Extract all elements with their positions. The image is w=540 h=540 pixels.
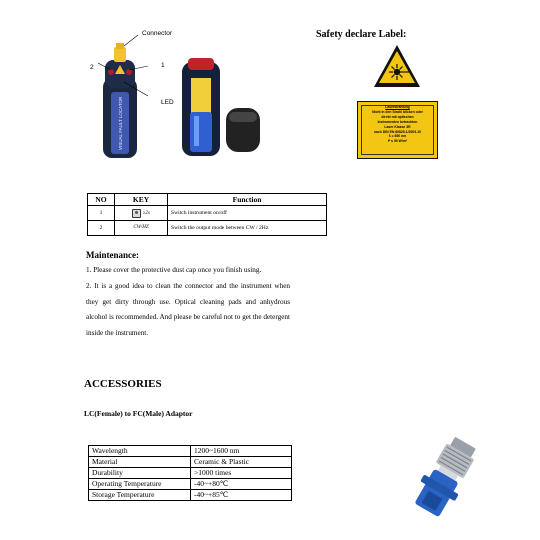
vfl-battery-compartment — [182, 58, 220, 156]
maintenance-title: Maintenance: — [86, 250, 139, 260]
table-row — [89, 490, 292, 501]
safety-title: Safety declare Label: — [316, 29, 407, 40]
callout-1: 1 — [161, 62, 165, 69]
label-line: Nicht in den Strahl blicken oder — [372, 109, 423, 114]
laser-warning-triangle-icon — [372, 43, 422, 89]
row-key: ≥2s — [142, 210, 150, 216]
table-row — [88, 206, 327, 221]
keys-table — [87, 193, 327, 236]
label-line: Laserstrahlung — [385, 105, 410, 109]
label-line: direkt mit optischen — [381, 114, 414, 119]
table-row — [89, 468, 292, 479]
label-line: Laser Klasse 3R — [384, 124, 411, 129]
spec-name: Operating Temperature — [89, 479, 191, 490]
label-line: Instrumenten betrachten — [377, 119, 418, 124]
adaptor-subtitle: LC(Female) to FC(Male) Adaptor — [84, 409, 193, 418]
row-function: Switch the output mode between CW / 2Hz — [168, 221, 327, 236]
adaptor-spec-table — [88, 445, 292, 501]
spec-name: Storage Temperature — [89, 490, 191, 501]
laser-class-label — [357, 101, 438, 159]
col-header-no: NO — [88, 194, 115, 206]
table-row — [89, 479, 292, 490]
vfl-main-body — [103, 43, 137, 158]
spec-value: -40~+80℃ — [191, 479, 292, 490]
spec-value: Ceramic & Plastic — [191, 457, 292, 468]
table-row — [89, 446, 292, 457]
device-body-label: VISUAL FAULT LOCATOR — [118, 96, 123, 150]
vfl-dust-cap — [226, 108, 260, 152]
connector-tip — [114, 47, 126, 62]
lc-fc-adaptor-illustration — [408, 435, 480, 525]
table-header-row — [88, 194, 327, 206]
spec-name: Material — [89, 457, 191, 468]
row-no: 1 — [88, 206, 115, 221]
maintenance-item-2: 2. It is a good idea to clean the connector and the instrument when they get dirty through use. Optical cleaning pads and anhydrous alcohol is recommended. And please be careful not to get the detergent inside the instrument. — [86, 282, 290, 337]
maintenance-item-1: 1. Please cover the protective dust cap once you finish using. — [86, 266, 262, 274]
table-row — [88, 221, 327, 236]
spec-name: Durability — [89, 468, 191, 479]
row-key: CW/HZ — [133, 225, 149, 231]
col-header-function: Function — [168, 194, 327, 206]
power-button-icon — [132, 209, 141, 218]
spec-name: Wavelength — [89, 446, 191, 457]
col-header-key: KEY — [115, 194, 168, 206]
label-line: nach DIN EN 60825-1/2003-10 — [373, 129, 422, 134]
spec-value: -40~+85℃ — [191, 490, 292, 501]
row-function: Switch instrument on/off — [168, 206, 327, 221]
connector-callout: Connector — [142, 30, 172, 37]
table-row — [89, 457, 292, 468]
led-callout: LED — [161, 99, 174, 106]
label-line: P ≤ 50 W/m² — [388, 139, 407, 144]
callout-2: 2 — [90, 64, 94, 71]
row-no: 2 — [88, 221, 115, 236]
vfl-device-illustration — [78, 30, 268, 160]
spec-value: >1000 times — [191, 468, 292, 479]
spec-value: 1200~1600 nm — [191, 446, 292, 457]
accessories-title: ACCESSORIES — [84, 378, 162, 390]
label-line: λ = 650 nm — [388, 134, 407, 139]
